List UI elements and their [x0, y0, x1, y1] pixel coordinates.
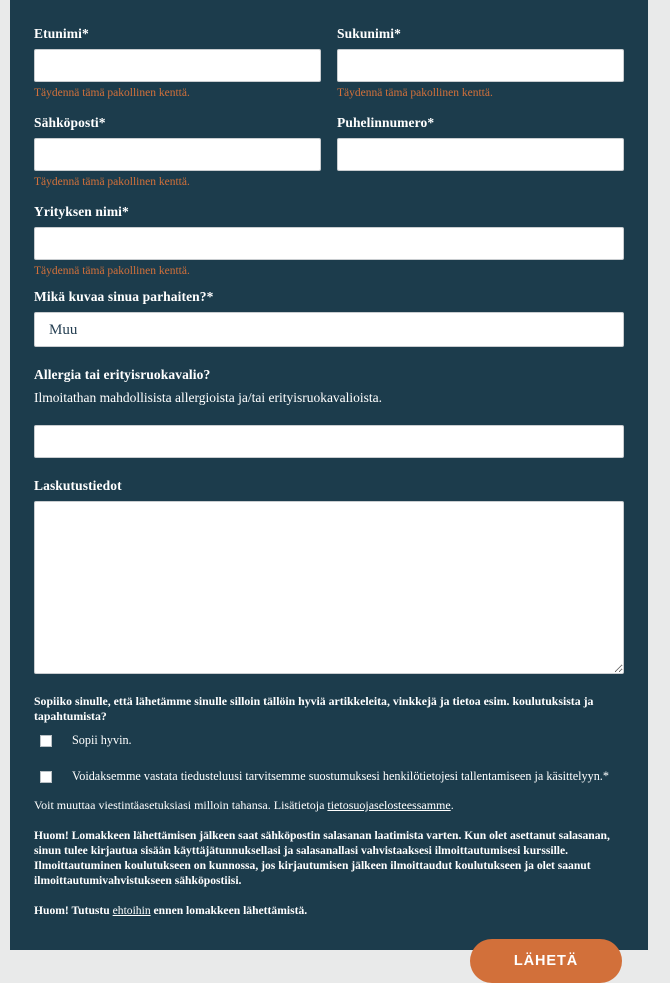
first-name-label: Etunimi* — [34, 26, 89, 41]
spacer — [34, 347, 624, 367]
last-name-error: Täydennä tämä pakollinen kenttä. — [337, 86, 493, 99]
spacer — [34, 101, 624, 115]
privacy-policy-link[interactable]: tietosuojaselosteessamme — [327, 797, 451, 812]
newsletter-checkbox-label[interactable]: Sopii hyvin. — [72, 733, 132, 748]
spacer — [34, 415, 624, 425]
company-error: Täydennä tämä pakollinen kenttä. — [34, 264, 190, 277]
notice-password-instructions: Huom! Lomakkeen lähettämisen jälkeen saat sähköpostin salasanan laatimista varten. Kun olet asettanut salasanan, sinun tulee kirjautua sisään käyttäjätunnuksellasi ja salasanallasi vahvistaaksesi ilmoittautumisesi kurssille. Ilmoittautuminen koulutukseen on kunnossa, jos kirjautumisen jälkeen ilmoittaudut koulutukseen ja olet saanut ilmoittautumivahvistukseen sähköpostiisi. — [34, 829, 610, 887]
email-label: Sähköposti* — [34, 114, 106, 130]
spacer — [34, 279, 624, 289]
company-input[interactable] — [34, 227, 624, 260]
phone-label: Puhelinnumero* — [337, 114, 435, 130]
consent-section — [34, 694, 624, 814]
describes-you-label: Mikä kuvaa sinua parhaiten?* — [34, 288, 214, 304]
first-name-error: Täydennä tämä pakollinen kenttä. — [34, 86, 190, 99]
billing-textarea[interactable] — [34, 501, 624, 674]
email-field — [34, 115, 321, 190]
privacy-consent-checkbox-label[interactable]: Voidaksemme vastata tiedusteluusi tarvitsemme suostumuksesi henkilötietojesi tallentamiseen ja käsittelyyn.* — [72, 768, 609, 783]
newsletter-checkbox[interactable] — [40, 735, 52, 747]
phone-input[interactable] — [337, 138, 624, 171]
registration-form — [10, 0, 648, 969]
consent-checkbox-row-2[interactable] — [34, 769, 624, 784]
notice-terms — [34, 904, 624, 919]
spacer — [34, 759, 624, 769]
terms-link[interactable]: ehtoihin — [112, 903, 151, 917]
notice-terms-after: ennen lomakkeen lähettämistä. — [150, 903, 308, 917]
first-name-input[interactable] — [34, 49, 321, 82]
describes-you-field — [34, 289, 624, 347]
communication-settings-note — [34, 798, 624, 814]
allergy-label: Allergia tai erityisruokavalio? — [34, 366, 211, 382]
email-input[interactable] — [34, 138, 321, 171]
last-name-field — [337, 26, 624, 101]
spacer — [34, 458, 624, 478]
notice-terms-before: Huom! Tutustu — [34, 903, 113, 917]
phone-error — [337, 176, 624, 190]
company-label: Yrityksen nimi* — [34, 203, 129, 219]
first-name-field — [34, 26, 321, 101]
submit-row — [34, 939, 624, 983]
billing-field — [34, 478, 624, 674]
allergy-input[interactable] — [34, 425, 624, 458]
privacy-consent-checkbox[interactable] — [40, 771, 52, 783]
company-field — [34, 204, 624, 279]
consent-checkbox-row-1[interactable] — [34, 733, 624, 748]
email-error: Täydennä tämä pakollinen kenttä. — [34, 175, 190, 188]
consent-question: Sopiiko sinulle, että lähetämme sinulle silloin tällöin hyviä artikkeleita, vinkkejä ja tietoa esim. koulutuksista ja tapahtumista? — [34, 693, 594, 723]
spacer — [34, 674, 624, 694]
last-name-label: Sukunimi* — [337, 26, 401, 41]
fineprint-text-after: . — [450, 797, 454, 812]
contact-row — [34, 115, 624, 190]
name-row — [34, 26, 624, 101]
spacer — [34, 190, 624, 204]
submit-button[interactable]: LÄHETÄ — [470, 939, 622, 983]
allergy-description: Ilmoitathan mahdollisista allergioista ja/tai erityisruokavalioista. — [34, 390, 383, 406]
phone-field — [337, 115, 624, 190]
allergy-field — [34, 367, 624, 458]
fineprint-text-before: Voit muuttaa viestintäasetuksiasi milloin tahansa. Lisätietoja — [34, 797, 328, 812]
billing-label: Laskutustiedot — [34, 477, 122, 493]
last-name-input[interactable] — [337, 49, 624, 82]
describes-you-select[interactable]: Muu — [34, 312, 624, 347]
